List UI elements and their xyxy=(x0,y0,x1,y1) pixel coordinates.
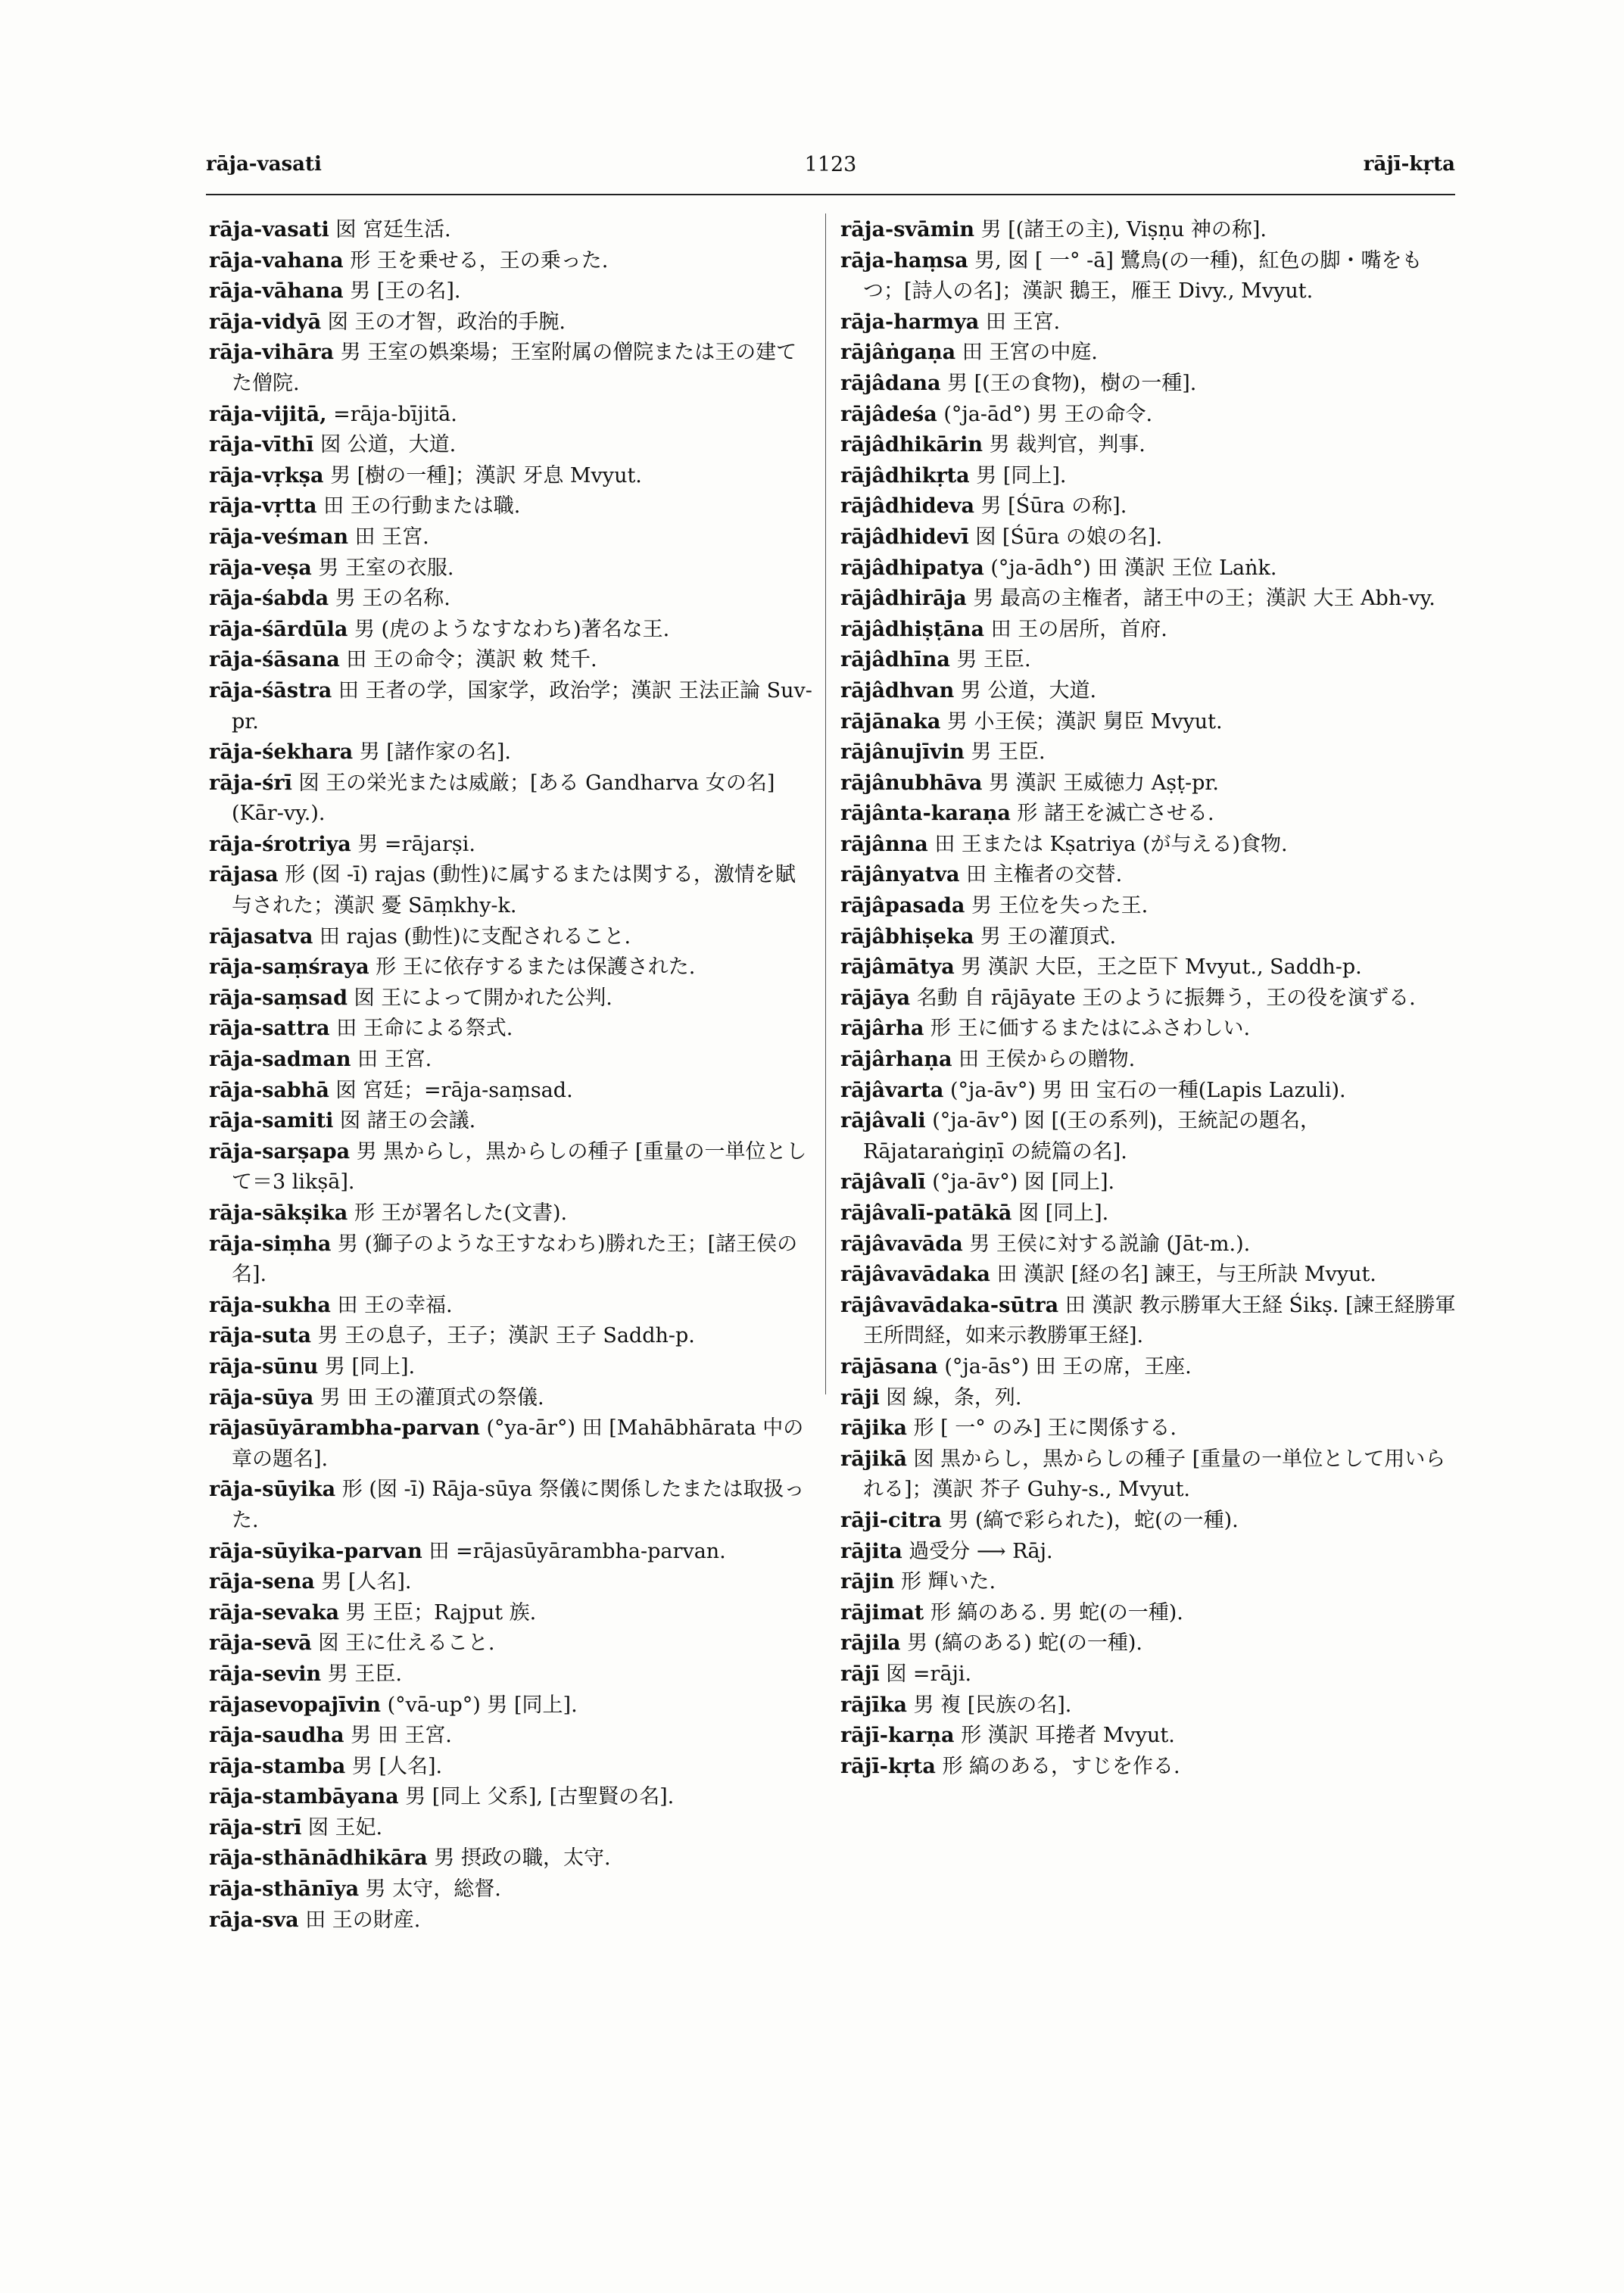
definition: 男 王臣. xyxy=(949,648,1031,672)
dictionary-entry xyxy=(840,584,1457,615)
definition: (°ya-ār°) 田 [Mahābhārata 中の章の題名]. xyxy=(232,1416,804,1471)
headword: rāja-vidyā xyxy=(209,310,322,334)
dictionary-entry xyxy=(209,522,815,553)
definition: 田 王宮. xyxy=(348,525,429,549)
definition: 男 王位を失った王. xyxy=(965,894,1149,918)
header-right-guideword: rājī-kṛta xyxy=(1363,153,1455,176)
definition: 囡 諸王の会議. xyxy=(333,1109,476,1133)
definition: 田 =rājasūyārambha-parvan. xyxy=(422,1539,726,1563)
dictionary-entry xyxy=(209,1813,815,1844)
dictionary-entry xyxy=(209,1628,815,1659)
headword: rāja-sthānādhikāra xyxy=(209,1846,428,1871)
dictionary-entry xyxy=(209,307,815,338)
definition: 男 王臣. xyxy=(964,740,1046,765)
headword: rāja-veśman xyxy=(209,525,348,549)
definition: 男 (縞のある) 蛇(の一種). xyxy=(900,1631,1142,1656)
dictionary-entry xyxy=(840,400,1457,431)
dictionary-entry xyxy=(209,1137,815,1198)
dictionary-entry xyxy=(840,1260,1457,1291)
headword: rāja-svāmin xyxy=(840,218,975,241)
dictionary-entry xyxy=(209,676,815,737)
dictionary-entry xyxy=(209,276,815,307)
headword: rājârhaṇa xyxy=(840,1048,952,1072)
dictionary-entry xyxy=(840,1198,1457,1229)
definition: 田 王の幸福. xyxy=(330,1293,453,1317)
headword: rāja-saṃsad xyxy=(209,986,348,1010)
definition: 形 王に依存するまたは保護された. xyxy=(369,955,696,980)
dictionary-entry xyxy=(840,1076,1457,1107)
definition: 男 王の息子，王子；漢訳 王子 Saddh-p. xyxy=(311,1324,695,1348)
definition: (°ja-āv°) 男 田 宝石の一種(Lapis Lazuli). xyxy=(943,1078,1346,1102)
dictionary-entry xyxy=(840,491,1457,522)
dictionary-entry xyxy=(840,1690,1457,1721)
dictionary-entry xyxy=(840,461,1457,492)
definition: 囡 公道，大道. xyxy=(313,433,457,457)
dictionary-entry xyxy=(840,799,1457,830)
dictionary-entry xyxy=(209,1905,815,1936)
headword: rājâvalī-patākā xyxy=(840,1201,1012,1225)
dictionary-entry xyxy=(209,338,815,399)
definition: 男 王の名称. xyxy=(329,587,450,611)
dictionary-entry xyxy=(840,215,1457,246)
definition: 囡 王の才智，政治的手腕. xyxy=(321,310,566,334)
headword: rājâdeśa xyxy=(840,402,937,426)
definition: 男 王臣. xyxy=(321,1662,402,1686)
dictionary-entry xyxy=(209,491,815,522)
headword: rāja-stamba xyxy=(209,1754,346,1778)
definition: 男 [諸作家の名]. xyxy=(353,740,511,765)
definition: (°ja-āv°) 囡 [(王の系列)，王統記の題名，Rājataraṅgiṇī の続篇の名]. xyxy=(863,1109,1321,1164)
headword: rāja-śāstra xyxy=(209,678,332,703)
dictionary-entry xyxy=(209,1475,815,1536)
dictionary-entry xyxy=(209,1198,815,1229)
headword: rājânna xyxy=(840,832,928,856)
definition: 男 太守，総督. xyxy=(359,1877,501,1902)
headword: rāja-vahana xyxy=(209,248,344,273)
definition: 田 漢訳 教示勝軍大王経 Śikṣ. [諫王経勝軍王所問経，如来示教勝軍王経]. xyxy=(863,1293,1456,1348)
headword: rājâvavādaka-sūtra xyxy=(840,1293,1059,1317)
headword: rājāsana xyxy=(840,1354,938,1379)
dictionary-entry xyxy=(840,1721,1457,1752)
dictionary-entry xyxy=(209,400,815,431)
definition: 男 公道，大道. xyxy=(954,678,1097,703)
definition: 田 漢訳 [経の名] 諫王，与王所訣 Mvyut. xyxy=(990,1263,1376,1287)
definition: 田 王宮の中庭. xyxy=(955,341,1098,365)
definition: 形 縞のある，すじを作る. xyxy=(935,1754,1180,1778)
dictionary-entry xyxy=(840,952,1457,983)
headword: rāja-sevaka xyxy=(209,1600,339,1625)
headword: rājī-kṛta xyxy=(840,1754,936,1778)
dictionary-entry xyxy=(209,215,815,246)
headword: rāji-citra xyxy=(840,1508,942,1532)
dictionary-entry xyxy=(209,1014,815,1045)
headword: rāja-sattra xyxy=(209,1017,330,1041)
right-column xyxy=(840,215,1457,1782)
dictionary-entry xyxy=(209,461,815,492)
headword: rājâdhīna xyxy=(840,648,950,672)
dictionary-entry xyxy=(840,1413,1457,1444)
definition: 田 王の命令；漢訳 敕 梵千. xyxy=(339,648,597,672)
dictionary-entry xyxy=(209,1598,815,1629)
dictionary-entry xyxy=(840,246,1457,307)
dictionary-entry xyxy=(209,860,815,921)
definition: 男 黒からし，黒からしの種子 [重量の一単位として＝3 likṣā]. xyxy=(232,1139,807,1195)
headword: rājâbhiṣeka xyxy=(840,924,974,949)
headword: rājika xyxy=(840,1416,907,1441)
headword: rāja-sākṣika xyxy=(209,1201,348,1225)
headword: rājimat xyxy=(840,1600,924,1625)
definition: 田 王者の学，国家学，政治学；漢訳 王法正論 Suv-pr. xyxy=(232,678,812,734)
definition: 男 田 王の灌頂式の祭儀. xyxy=(313,1385,544,1410)
dictionary-entry xyxy=(840,1167,1457,1198)
dictionary-entry xyxy=(840,1567,1457,1598)
definition: 男 [人名]. xyxy=(314,1570,412,1594)
definition: 田 王または Kṣatriya (が与える)食物. xyxy=(927,832,1288,856)
dictionary-entry xyxy=(209,1229,815,1291)
dictionary-entry xyxy=(840,1752,1457,1783)
headword: rājāya xyxy=(840,986,911,1010)
definition: (°ja-ādh°) 田 漢訳 王位 Laṅk. xyxy=(983,556,1277,580)
headword: rājī-karṇa xyxy=(840,1724,955,1748)
definition: 形 王を乗せる，王の乗った. xyxy=(343,248,609,273)
headword: rājin xyxy=(840,1570,895,1594)
definition: 男 [同上]. xyxy=(969,463,1067,488)
dictionary-entry xyxy=(840,1537,1457,1568)
headword: rāja-sena xyxy=(209,1570,315,1594)
definition: 田 王宮. xyxy=(979,310,1061,334)
headword: rāja-sevā xyxy=(209,1631,312,1656)
definition: 田 王の居所，首府. xyxy=(984,617,1167,641)
headword: rāja-sevin xyxy=(209,1662,322,1686)
headword: rāja-śrī xyxy=(209,771,292,795)
definition: 囡 宮廷生活. xyxy=(329,218,451,241)
headword: rājâvavāda xyxy=(840,1232,963,1256)
definition: 男 裁判官，判事. xyxy=(983,433,1146,457)
headword: rājânujīvin xyxy=(840,740,965,765)
headword: rājī xyxy=(840,1662,880,1686)
headword: rājasa xyxy=(209,863,279,887)
definition: 男 最高の主権者，諸王中の王；漢訳 大王 Abh-vy. xyxy=(966,587,1435,611)
definition: 男 王侯に対する説諭 (Jāt-m.). xyxy=(962,1232,1251,1256)
dictionary-entry xyxy=(840,768,1457,799)
dictionary-entry xyxy=(840,707,1457,738)
definition: 囡 [同上]. xyxy=(1011,1201,1109,1225)
dictionary-entry xyxy=(209,615,815,646)
definition: 男 [樹の一種]；漢訳 牙息 Mvyut. xyxy=(323,463,642,488)
dictionary-entry xyxy=(209,1752,815,1783)
headword: rāja-śabda xyxy=(209,587,329,611)
headword: rāja-śrotriya xyxy=(209,832,351,856)
headword: rājâvavādaka xyxy=(840,1263,990,1287)
headword: rājâdhipatya xyxy=(840,556,984,580)
headword: rāja-sūnu xyxy=(209,1354,319,1379)
headword: rāja-vasati xyxy=(209,218,329,241)
dictionary-entry xyxy=(840,369,1457,400)
definition: 男 [Śūra の称]. xyxy=(974,494,1127,519)
dictionary-entry xyxy=(840,522,1457,553)
definition: 男 (虎のようなすなわち)著名な王. xyxy=(348,617,670,641)
headword: rājâṅgaṇa xyxy=(840,341,956,365)
dictionary-entry xyxy=(209,553,815,584)
dictionary-entry xyxy=(209,1352,815,1383)
headword: rājasatva xyxy=(209,924,313,949)
definition: (°vā-up°) 男 [同上]. xyxy=(381,1693,578,1717)
dictionary-entry xyxy=(209,1659,815,1690)
header-rule xyxy=(206,194,1455,195)
headword: rājâdhideva xyxy=(840,494,974,519)
definition: 囡 王妃. xyxy=(301,1815,383,1840)
dictionary-entry xyxy=(209,952,815,983)
headword: rāja-vijitā, xyxy=(209,402,327,426)
dictionary-entry xyxy=(840,553,1457,584)
definition: 形 王に価するまたはにふさわしい. xyxy=(924,1017,1251,1041)
dictionary-entry xyxy=(840,1045,1457,1076)
dictionary-entry xyxy=(209,1567,815,1598)
headword: rājânyatva xyxy=(840,863,960,887)
definition: 形 王が署名した(文書). xyxy=(348,1201,568,1225)
header-left-guideword: rāja-vasati xyxy=(206,153,322,176)
headword: rājâdhiṣṭāna xyxy=(840,617,985,641)
dictionary-entry xyxy=(209,1321,815,1352)
dictionary-entry xyxy=(209,1782,815,1813)
headword: rāja-samiti xyxy=(209,1109,334,1133)
definition: =rāja-bījitā. xyxy=(326,402,457,426)
definition: 男 漢訳 王威徳力 Aṣṭ-pr. xyxy=(982,771,1219,795)
dictionary-entry xyxy=(209,922,815,953)
definition: 形 (囡 -ī) Rāja-sūya 祭儀に関係したまたは取扱った. xyxy=(232,1478,805,1532)
headword: rājâvalī xyxy=(840,1170,926,1195)
definition: 男 摂政の職，太守. xyxy=(427,1846,611,1871)
headword: rāja-veṣa xyxy=(209,556,312,580)
definition: 男 王の灌頂式. xyxy=(974,924,1117,949)
definition: 男 王室の衣服. xyxy=(311,556,454,580)
headword: rājâdhidevī xyxy=(840,525,969,549)
dictionary-entry xyxy=(840,1014,1457,1045)
definition: 田 rajas (動性)に支配されること. xyxy=(313,924,631,949)
definition: 男 田 王宮. xyxy=(344,1724,452,1748)
headword: rāja-vṛtta xyxy=(209,494,317,519)
dictionary-entry xyxy=(840,737,1457,768)
dictionary-entry xyxy=(840,983,1457,1014)
headword: rāja-sthānīya xyxy=(209,1877,360,1902)
definition: 囡 線，条，列. xyxy=(879,1385,1022,1410)
dictionary-entry xyxy=(209,1076,815,1107)
definition: 形 縞のある. 男 蛇(の一種). xyxy=(924,1600,1183,1625)
headword: rāja-sabhā xyxy=(209,1078,329,1102)
headword: rāja-sukha xyxy=(209,1293,331,1317)
definition: 囡 =rāji. xyxy=(879,1662,972,1686)
dictionary-entry xyxy=(209,737,815,768)
definition: 囡 王に仕えること. xyxy=(311,1631,495,1656)
headword: rājâvarta xyxy=(840,1078,944,1102)
headword: rāja-śārdūla xyxy=(209,617,348,641)
definition: 男 [(諸王の主), Viṣṇu 神の称]. xyxy=(974,218,1267,241)
headword: rājâdhikārin xyxy=(840,433,983,457)
dictionary-entry xyxy=(209,1106,815,1137)
definition: 囡 [Śūra の娘の名]. xyxy=(968,525,1163,549)
definition: 名動 自 rājāyate 王のように振舞う，王の役を演ずる. xyxy=(910,986,1416,1010)
headword: rāja-sva xyxy=(209,1908,299,1932)
dictionary-entry xyxy=(209,1690,815,1721)
definition: 田 王宮. xyxy=(351,1048,432,1072)
definition: 田 王侯からの贈物. xyxy=(952,1048,1136,1072)
dictionary-entry xyxy=(209,768,815,830)
definition: 田 王の財産. xyxy=(298,1908,421,1932)
definition: 男 (獅子のような王すなわち)勝れた王；[諸王侯の名]. xyxy=(232,1232,798,1287)
dictionary-entry xyxy=(840,1106,1457,1167)
headword: rājârha xyxy=(840,1017,924,1041)
dictionary-entry xyxy=(209,645,815,676)
definition: 田 王命による祭式. xyxy=(329,1017,513,1041)
definition: 囡 宮廷；=rāja-saṃsad. xyxy=(329,1078,573,1102)
definition: 男 [同上 父系], [古聖賢の名]. xyxy=(398,1785,675,1809)
headword: rājīka xyxy=(840,1693,907,1717)
headword: rāja-sadman xyxy=(209,1048,351,1072)
dictionary-entry xyxy=(840,1506,1457,1537)
definition: 男 小王侯；漢訳 舅臣 Mvyut. xyxy=(940,709,1223,734)
headword: rāja-śekhara xyxy=(209,740,354,765)
headword: rājita xyxy=(840,1539,902,1563)
column-divider xyxy=(825,213,826,1394)
headword: rājila xyxy=(840,1631,901,1656)
headword: rājâdana xyxy=(840,371,941,395)
dictionary-entry xyxy=(209,584,815,615)
headword: rāja-śāsana xyxy=(209,648,340,672)
definition: (°ja-āv°) 囡 [同上]. xyxy=(925,1170,1115,1195)
headword: rājikā xyxy=(840,1447,907,1471)
dictionary-entry xyxy=(840,1291,1457,1352)
dictionary-entry xyxy=(840,1659,1457,1690)
headword: rāja-strī xyxy=(209,1815,302,1840)
definition: 男 漢訳 大臣，王之臣下 Mvyut., Saddh-p. xyxy=(954,955,1362,980)
definition: 男 =rājarṣi. xyxy=(351,832,476,856)
headword: rāja-sūya xyxy=(209,1385,314,1410)
definition: 囡 黒からし，黒からしの種子 [重量の一単位として用いられる]；漢訳 芥子 Guhy-s., Mvyut. xyxy=(863,1447,1446,1502)
dictionary-entry xyxy=(840,676,1457,707)
definition: 囡 王によって開かれた公判. xyxy=(348,986,613,1010)
headword: rājânta-karaṇa xyxy=(840,802,1011,826)
dictionary-entry xyxy=(209,1874,815,1905)
headword: rājâdhvan xyxy=(840,678,955,703)
headword: rājânubhāva xyxy=(840,771,983,795)
definition: 男 (縞で彩られた)，蛇(の一種). xyxy=(941,1508,1239,1532)
headword: rāja-siṃha xyxy=(209,1232,332,1256)
definition: 形 輝いた. xyxy=(894,1570,996,1594)
dictionary-entry xyxy=(209,430,815,461)
headword: rājâvali xyxy=(840,1109,926,1133)
definition: 男 [同上]. xyxy=(318,1354,416,1379)
headword: rāja-sūyika xyxy=(209,1478,336,1502)
dictionary-entry xyxy=(840,891,1457,922)
headword: rāji xyxy=(840,1385,880,1410)
definition: 男 [人名]. xyxy=(345,1754,443,1778)
definition: 男, 囡 [ 一° -ā] 鷺鳥(の一種)，紅色の脚・嘴をもつ；[詩人の名]；漢訳 鵝王，雁王 Divy., Mvyut. xyxy=(863,248,1423,304)
dictionary-entry xyxy=(209,1537,815,1568)
dictionary-entry xyxy=(209,1045,815,1076)
headword: rāja-saṃśraya xyxy=(209,955,369,980)
headword: rājasūyārambha-parvan xyxy=(209,1416,480,1441)
headword: rājâmātya xyxy=(840,955,955,980)
definition: 男 [(王の食物)，樹の一種]. xyxy=(940,371,1197,395)
definition: 男 複 [民族の名]. xyxy=(906,1693,1072,1717)
dictionary-entry xyxy=(840,860,1457,891)
definition: 囡 王の栄光または威厳；[ある Gandharva 女の名] (Kār-vy.). xyxy=(232,771,775,826)
headword: rāja-sūyika-parvan xyxy=(209,1539,422,1563)
dictionary-entry xyxy=(840,1628,1457,1659)
headword: rāja-saudha xyxy=(209,1724,344,1748)
definition: 田 主権者の交替. xyxy=(959,863,1123,887)
definition: (°ja-ād°) 男 王の命令. xyxy=(937,402,1153,426)
dictionary-entry xyxy=(840,307,1457,338)
headword: rāja-haṃsa xyxy=(840,248,968,273)
dictionary-entry xyxy=(840,1444,1457,1506)
definition: 男 王室の娯楽場；王室附属の僧院または王の建てた僧院. xyxy=(232,341,797,395)
headword: rājâdhirāja xyxy=(840,587,967,611)
dictionary-entry xyxy=(840,1383,1457,1414)
headword: rāja-vāhana xyxy=(209,279,344,304)
definition: 形 (囡 -ī) rajas (動性)に属するまたは関する，激情を賦与された；漢訳 憂 Sāṃkhy-k. xyxy=(232,863,796,918)
dictionary-entry xyxy=(209,830,815,861)
dictionary-entry xyxy=(209,1843,815,1874)
headword: rāja-suta xyxy=(209,1324,311,1348)
headword: rājānaka xyxy=(840,709,941,734)
dictionary-entry xyxy=(840,1352,1457,1383)
dictionary-entry xyxy=(209,1291,815,1322)
dictionary-entry xyxy=(209,983,815,1014)
dictionary-entry xyxy=(840,338,1457,369)
definition: 形 [ 一° のみ] 王に関係する. xyxy=(906,1416,1177,1441)
headword: rājâpasada xyxy=(840,894,965,918)
dictionary-entry xyxy=(840,1598,1457,1629)
headword: rāja-vṛkṣa xyxy=(209,463,324,488)
headword: rāja-vihāra xyxy=(209,341,334,365)
headword: rāja-stambāyana xyxy=(209,1785,399,1809)
definition: 形 諸王を滅亡させる. xyxy=(1010,802,1214,826)
definition: 田 王の行動または職. xyxy=(316,494,521,519)
page-number: 1123 xyxy=(804,153,857,176)
running-header xyxy=(206,148,1455,186)
headword: rāja-sarṣapa xyxy=(209,1139,351,1164)
dictionary-entry xyxy=(840,430,1457,461)
definition: (°ja-ās°) 田 王の席，王座. xyxy=(937,1354,1192,1379)
definition: 形 漢訳 耳捲者 Mvyut. xyxy=(954,1724,1175,1748)
left-column xyxy=(209,215,815,1936)
dictionary-entry xyxy=(209,1413,815,1475)
headword: rājâdhikṛta xyxy=(840,463,970,488)
definition: 過受分 ⟶ Rāj. xyxy=(902,1539,1053,1563)
definition: 男 [王の名]. xyxy=(343,279,461,304)
dictionary-entry xyxy=(209,1721,815,1752)
dictionary-entry xyxy=(209,1383,815,1414)
dictionary-entry xyxy=(840,830,1457,861)
dictionary-entry xyxy=(840,1229,1457,1260)
definition: 男 王臣；Rajput 族. xyxy=(338,1600,537,1625)
dictionary-entry xyxy=(840,615,1457,646)
dictionary-entry xyxy=(840,922,1457,953)
headword: rāja-vīthī xyxy=(209,433,314,457)
dictionary-entry xyxy=(840,645,1457,676)
dictionary-entry xyxy=(209,246,815,277)
headword: rāja-harmya xyxy=(840,310,980,334)
headword: rājasevopajīvin xyxy=(209,1693,382,1717)
